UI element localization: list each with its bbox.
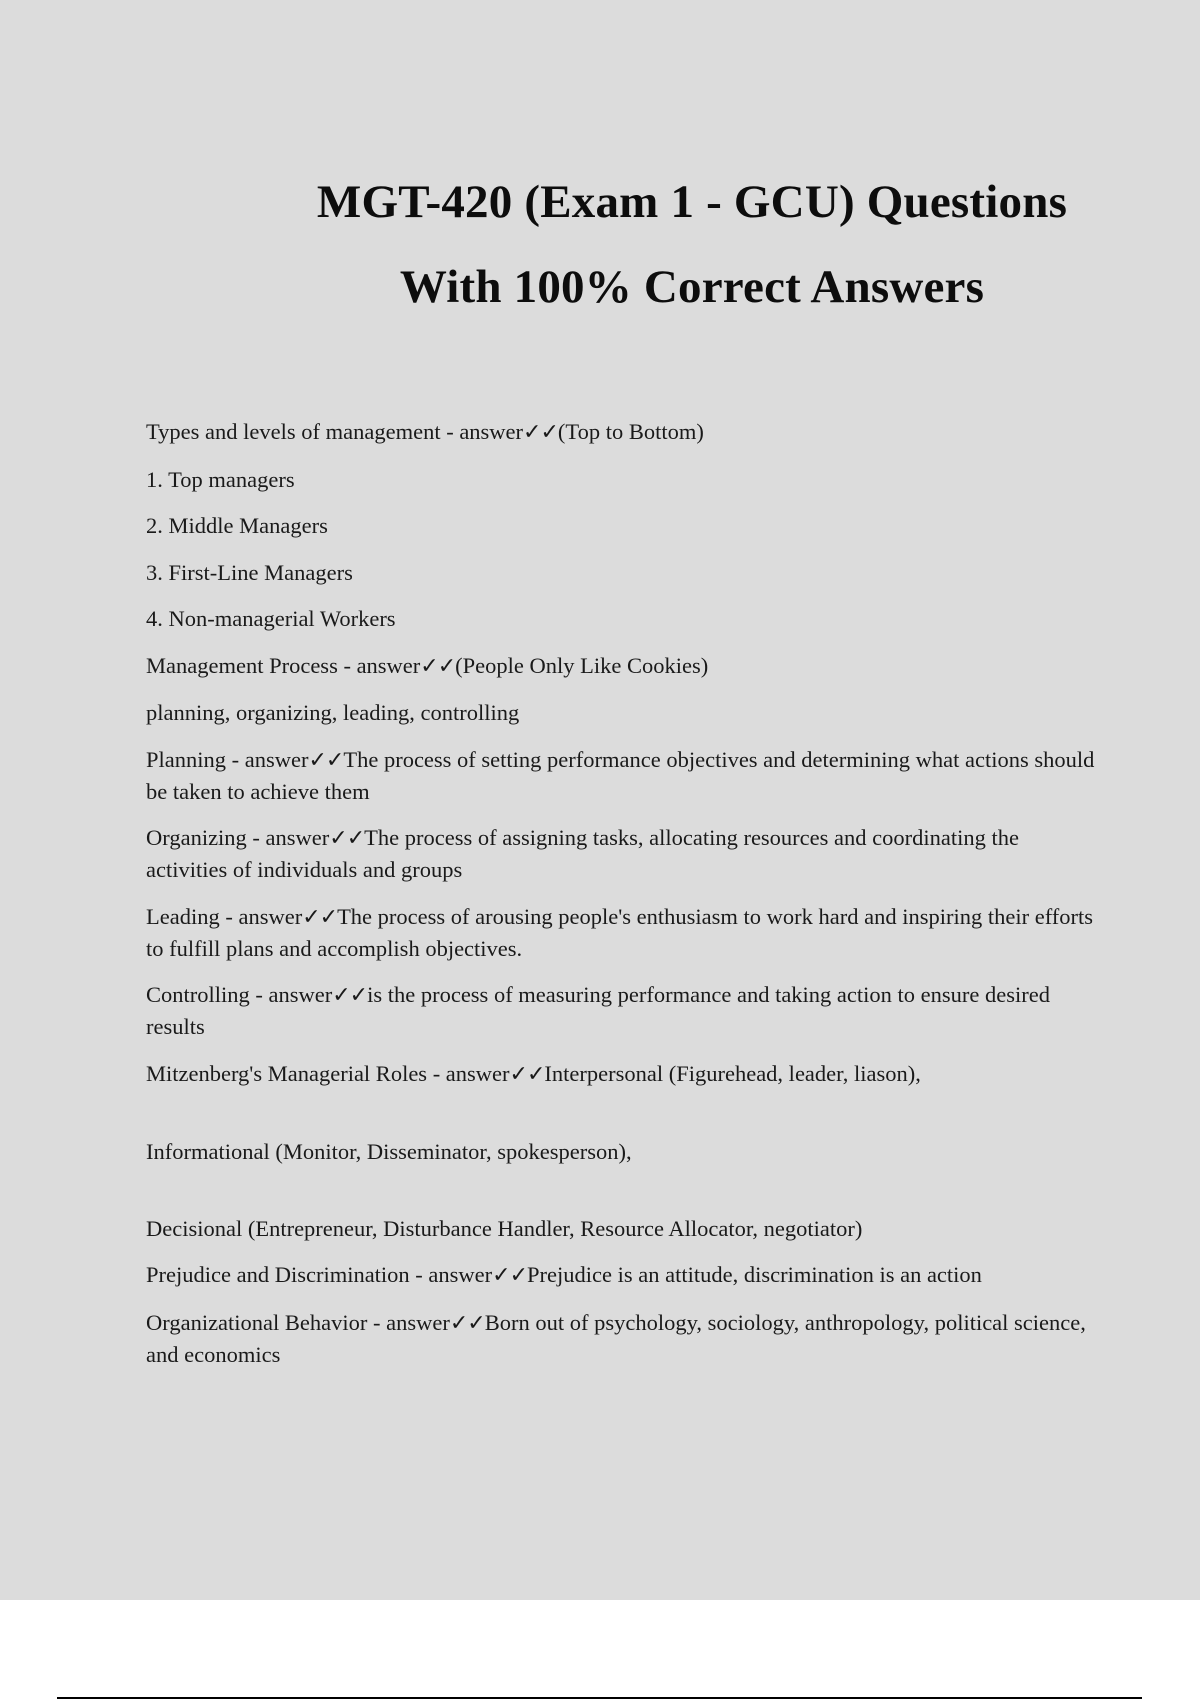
- list-item-first-line-managers: 3. First-Line Managers: [146, 559, 353, 585]
- question-text: Organizational Behavior - answer: [146, 1309, 450, 1335]
- qa-item-types-levels: [146, 416, 1096, 448]
- list-item-middle-managers: 2. Middle Managers: [146, 513, 328, 538]
- list-item-non-managerial-workers: 4. Non-managerial Workers: [146, 606, 396, 631]
- qa-item-organizational-behavior: [146, 1307, 1096, 1370]
- question-text: Mitzenberg's Managerial Roles - answer: [146, 1060, 510, 1086]
- qa-item-managerial-roles: [146, 1058, 1096, 1090]
- answer-text: The process of assigning tasks, allocating resources and coordinating the activities of individuals and groups: [146, 825, 1019, 882]
- double-check-icon: ✓✓: [302, 904, 338, 930]
- qa-item-leading: [146, 901, 1096, 964]
- question-text: Types and levels of management - answer: [146, 419, 524, 444]
- management-functions-list: planning, organizing, leading, controlling: [146, 700, 520, 725]
- qa-item-controlling: [146, 979, 1096, 1042]
- double-check-icon: ✓✓: [523, 420, 558, 445]
- footer-divider: [57, 1697, 1142, 1699]
- answer-text: (Top to Bottom): [557, 419, 704, 444]
- qa-item-organizing: [146, 822, 1096, 885]
- answer-text: Prejudice is an attitude, discrimination is an action: [527, 1262, 982, 1287]
- question-text: Management Process - answer: [146, 652, 421, 678]
- roles-informational: Informational (Monitor, Disseminator, spokesperson),: [146, 1138, 632, 1164]
- title-line-2: With 100% Correct Answers: [399, 261, 985, 313]
- answer-text: (People Only Like Cookies): [455, 652, 709, 678]
- qa-item-management-process: [146, 650, 1096, 682]
- answer-text: The process of setting performance objectives and determining what actions should be taken to achieve them: [146, 746, 1095, 804]
- double-check-icon: ✓✓: [332, 983, 368, 1008]
- double-check-icon: ✓✓: [509, 1061, 545, 1087]
- title-line-1: MGT-420 (Exam 1 - GCU) Questions: [316, 176, 1068, 228]
- question-text: Controlling - answer: [146, 982, 333, 1007]
- double-check-icon: ✓✓: [420, 653, 456, 679]
- question-text: Organizing - answer: [146, 825, 330, 850]
- qa-content: [146, 416, 1096, 1385]
- document-title: [0, 160, 1200, 330]
- question-text: Leading - answer: [146, 903, 303, 929]
- qa-item-planning: [146, 744, 1096, 807]
- answer-text: is the process of measuring performance and taking action to ensure desired results: [146, 982, 1050, 1039]
- double-check-icon: ✓✓: [492, 1263, 528, 1288]
- qa-item-prejudice-discrimination: [146, 1259, 1096, 1291]
- answer-text: Interpersonal (Figurehead, leader, liason),: [544, 1060, 921, 1086]
- double-check-icon: ✓✓: [329, 826, 365, 851]
- double-check-icon: ✓✓: [308, 747, 344, 773]
- double-check-icon: ✓✓: [449, 1310, 485, 1336]
- question-text: Planning - answer: [146, 746, 309, 772]
- answer-text: Born out of psychology, sociology, anthropology, political science, and economics: [146, 1309, 1086, 1367]
- roles-decisional: Decisional (Entrepreneur, Disturbance Handler, Resource Allocator, negotiator): [146, 1215, 863, 1241]
- answer-text: The process of arousing people's enthusiasm to work hard and inspiring their efforts to fulfill plans and accomplish objectives.: [146, 903, 1094, 961]
- list-item-top-managers: 1. Top managers: [146, 466, 295, 492]
- question-text: Prejudice and Discrimination - answer: [146, 1262, 493, 1287]
